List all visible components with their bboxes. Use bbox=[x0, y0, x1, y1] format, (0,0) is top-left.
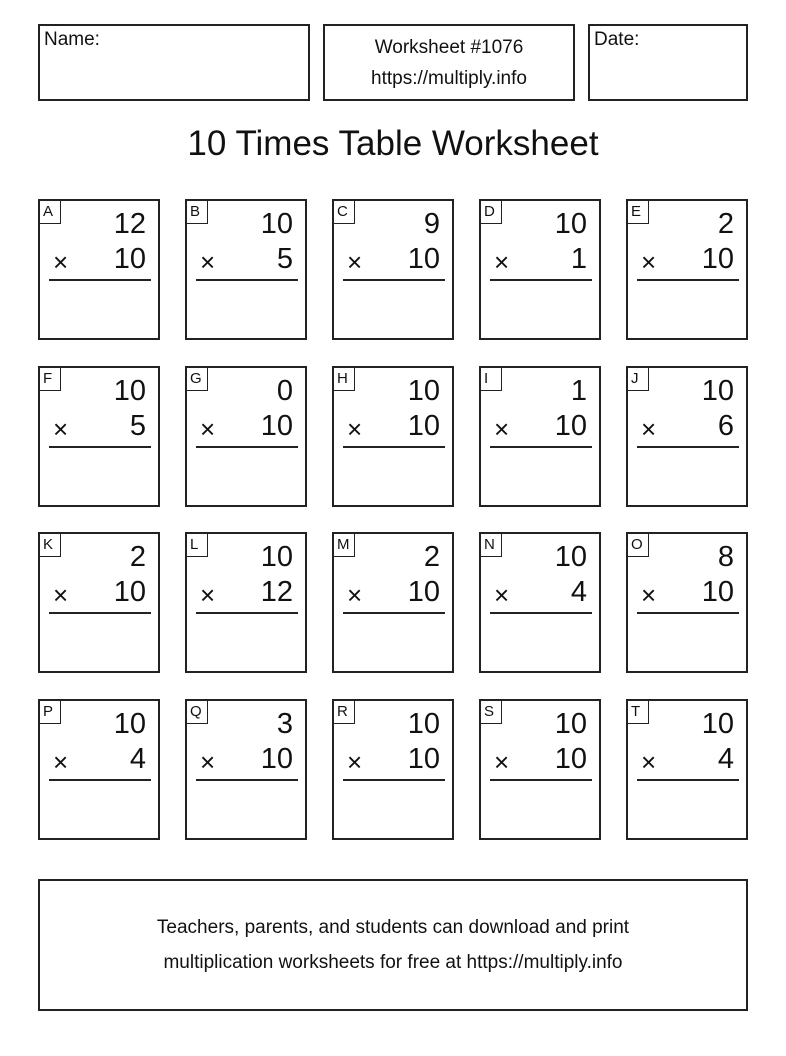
multiplicand: 10 bbox=[554, 208, 587, 240]
multiply-sign-icon: × bbox=[641, 247, 657, 277]
problem-letter: I bbox=[481, 368, 502, 391]
multiply-sign-icon: × bbox=[494, 580, 510, 610]
multiplicand: 0 bbox=[276, 375, 293, 407]
page-title: 10 Times Table Worksheet bbox=[187, 124, 599, 163]
multiplier: 6 bbox=[717, 410, 734, 442]
answer-line bbox=[343, 279, 445, 281]
problem-card[interactable] bbox=[185, 532, 307, 673]
multiply-sign-icon: × bbox=[347, 580, 363, 610]
multiply-sign-icon: × bbox=[53, 414, 69, 444]
multiplier: 10 bbox=[260, 743, 293, 775]
answer-line bbox=[343, 446, 445, 448]
multiply-sign-icon: × bbox=[53, 247, 69, 277]
problem-letter: B bbox=[187, 201, 208, 224]
problem-letter: C bbox=[334, 201, 355, 224]
answer-line bbox=[196, 779, 298, 781]
multiplicand: 2 bbox=[129, 541, 146, 573]
multiplicand: 8 bbox=[717, 541, 734, 573]
problem-letter: H bbox=[334, 368, 355, 391]
answer-line bbox=[196, 279, 298, 281]
worksheet-number: Worksheet #1076 bbox=[374, 36, 524, 58]
multiply-sign-icon: × bbox=[53, 747, 69, 777]
multiplicand: 10 bbox=[407, 708, 440, 740]
multiplicand: 9 bbox=[423, 208, 440, 240]
answer-line bbox=[49, 446, 151, 448]
multiplicand: 2 bbox=[717, 208, 734, 240]
footer-line-1: Teachers, parents, and students can download and print bbox=[156, 917, 630, 938]
problem-card[interactable] bbox=[479, 699, 601, 840]
problem-letter: D bbox=[481, 201, 502, 224]
multiply-sign-icon: × bbox=[53, 580, 69, 610]
multiply-sign-icon: × bbox=[200, 414, 216, 444]
site-url: https://multiply.info bbox=[371, 67, 527, 89]
answer-line bbox=[196, 612, 298, 614]
problem-card[interactable] bbox=[626, 699, 748, 840]
multiplicand: 10 bbox=[701, 708, 734, 740]
multiplier: 10 bbox=[113, 576, 146, 608]
multiplicand: 10 bbox=[554, 541, 587, 573]
problem-letter: K bbox=[40, 534, 61, 557]
footer-box bbox=[38, 879, 748, 1011]
multiply-sign-icon: × bbox=[494, 414, 510, 444]
answer-line bbox=[49, 279, 151, 281]
problem-letter: P bbox=[40, 701, 61, 724]
problem-card[interactable] bbox=[185, 699, 307, 840]
multiplier: 1 bbox=[570, 243, 587, 275]
problem-card[interactable] bbox=[332, 532, 454, 673]
problem-card[interactable] bbox=[626, 199, 748, 340]
footer-line-2: multiplication worksheets for free at https://multiply.info bbox=[163, 952, 623, 973]
multiplier: 5 bbox=[276, 243, 293, 275]
problem-card[interactable] bbox=[185, 199, 307, 340]
problem-letter: J bbox=[628, 368, 649, 391]
problem-letter: O bbox=[628, 534, 649, 557]
answer-line bbox=[490, 279, 592, 281]
answer-line bbox=[637, 279, 739, 281]
answer-line bbox=[49, 779, 151, 781]
problem-letter: A bbox=[40, 201, 61, 224]
answer-line bbox=[490, 612, 592, 614]
multiply-sign-icon: × bbox=[200, 747, 216, 777]
problem-letter: M bbox=[334, 534, 355, 557]
multiplier: 10 bbox=[554, 743, 587, 775]
problem-card[interactable] bbox=[38, 532, 160, 673]
multiplier: 10 bbox=[407, 243, 440, 275]
problem-letter: T bbox=[628, 701, 649, 724]
multiply-sign-icon: × bbox=[200, 580, 216, 610]
problem-letter: E bbox=[628, 201, 649, 224]
name-label: Name: bbox=[44, 29, 100, 50]
problem-card[interactable] bbox=[479, 199, 601, 340]
problem-card[interactable] bbox=[479, 532, 601, 673]
multiplicand: 10 bbox=[554, 708, 587, 740]
multiplier: 10 bbox=[407, 743, 440, 775]
answer-line bbox=[343, 779, 445, 781]
multiplicand: 10 bbox=[113, 708, 146, 740]
answer-line bbox=[196, 446, 298, 448]
multiplicand: 2 bbox=[423, 541, 440, 573]
date-label: Date: bbox=[594, 29, 640, 50]
multiply-sign-icon: × bbox=[641, 747, 657, 777]
multiply-sign-icon: × bbox=[641, 414, 657, 444]
multiplier: 4 bbox=[717, 743, 734, 775]
multiplicand: 3 bbox=[276, 708, 293, 740]
multiplier: 4 bbox=[129, 743, 146, 775]
multiplier: 10 bbox=[701, 576, 734, 608]
problem-letter: G bbox=[187, 368, 208, 391]
multiplier: 4 bbox=[570, 576, 587, 608]
multiplier: 10 bbox=[260, 410, 293, 442]
multiply-sign-icon: × bbox=[494, 247, 510, 277]
problem-card[interactable] bbox=[626, 366, 748, 507]
problem-card[interactable] bbox=[332, 699, 454, 840]
multiply-sign-icon: × bbox=[347, 747, 363, 777]
worksheet-info-box bbox=[323, 24, 575, 101]
multiplicand: 10 bbox=[260, 208, 293, 240]
problem-letter: L bbox=[187, 534, 208, 557]
multiplicand: 10 bbox=[260, 541, 293, 573]
problem-letter: N bbox=[481, 534, 502, 557]
problem-card[interactable] bbox=[38, 366, 160, 507]
multiplier: 12 bbox=[260, 576, 293, 608]
multiplicand: 10 bbox=[701, 375, 734, 407]
multiplier: 10 bbox=[554, 410, 587, 442]
answer-line bbox=[637, 612, 739, 614]
multiply-sign-icon: × bbox=[347, 247, 363, 277]
problem-card[interactable] bbox=[38, 699, 160, 840]
name-field-box[interactable] bbox=[38, 24, 310, 101]
answer-line bbox=[490, 446, 592, 448]
multiply-sign-icon: × bbox=[347, 414, 363, 444]
problem-card[interactable] bbox=[479, 366, 601, 507]
answer-line bbox=[49, 612, 151, 614]
problem-letter: Q bbox=[187, 701, 208, 724]
multiply-sign-icon: × bbox=[641, 580, 657, 610]
multiplier: 5 bbox=[129, 410, 146, 442]
problem-card[interactable] bbox=[185, 366, 307, 507]
problem-letter: F bbox=[40, 368, 61, 391]
problem-card[interactable] bbox=[332, 199, 454, 340]
multiply-sign-icon: × bbox=[200, 247, 216, 277]
multiply-sign-icon: × bbox=[494, 747, 510, 777]
problem-card[interactable] bbox=[626, 532, 748, 673]
problem-card[interactable] bbox=[332, 366, 454, 507]
problem-letter: R bbox=[334, 701, 355, 724]
answer-line bbox=[490, 779, 592, 781]
answer-line bbox=[637, 779, 739, 781]
multiplicand: 10 bbox=[407, 375, 440, 407]
problem-card[interactable] bbox=[38, 199, 160, 340]
multiplier: 10 bbox=[701, 243, 734, 275]
date-field-box[interactable] bbox=[588, 24, 748, 101]
multiplier: 10 bbox=[407, 410, 440, 442]
problem-letter: S bbox=[481, 701, 502, 724]
multiplier: 10 bbox=[407, 576, 440, 608]
answer-line bbox=[343, 612, 445, 614]
multiplicand: 10 bbox=[113, 375, 146, 407]
answer-line bbox=[637, 446, 739, 448]
multiplier: 10 bbox=[113, 243, 146, 275]
multiplicand: 1 bbox=[570, 375, 587, 407]
multiplicand: 12 bbox=[113, 208, 146, 240]
